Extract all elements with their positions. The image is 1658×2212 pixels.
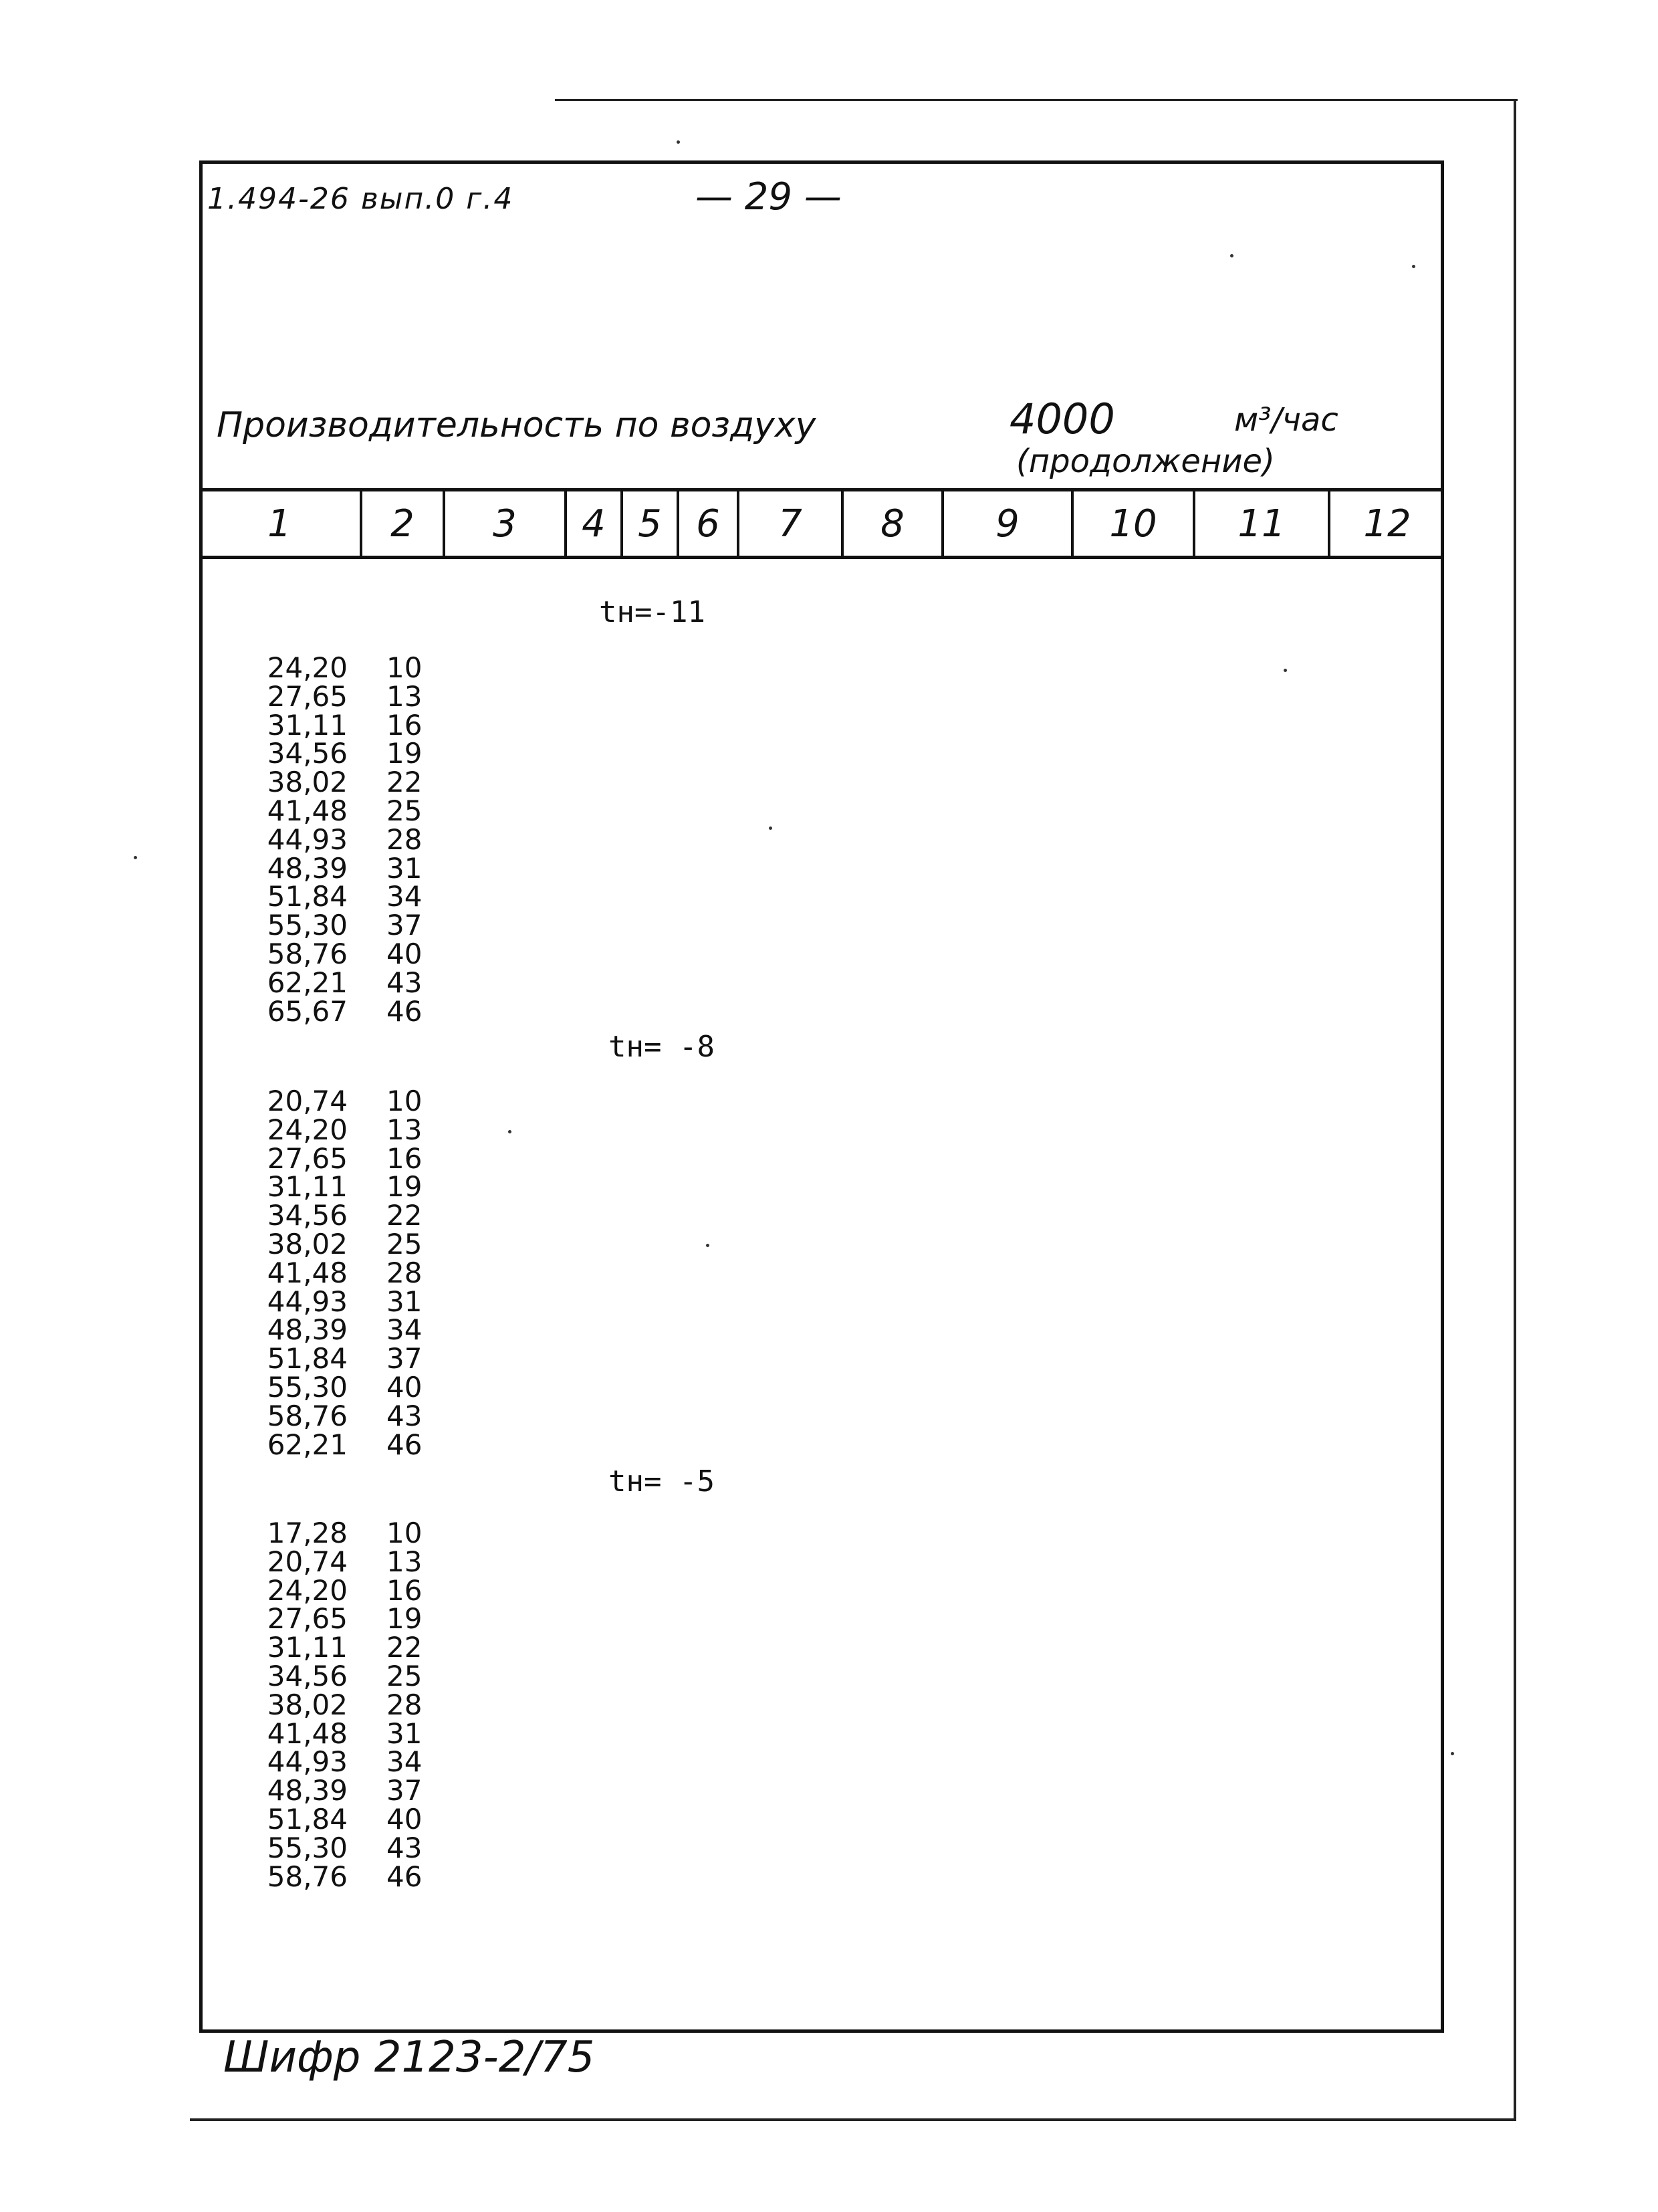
table-row: 24,20 10: [267, 651, 423, 684]
table-row: 48,39 31: [267, 851, 423, 885]
scan-edge-top: [555, 99, 1518, 101]
scan-speck: [508, 1130, 511, 1133]
scan-speck: [1284, 669, 1287, 672]
section-rows: [247, 1519, 488, 1891]
column-header-11: 11: [1195, 491, 1330, 556]
section-label-tn-11: tн=-11: [599, 595, 705, 629]
column-header-6: 6: [679, 491, 739, 556]
page-number: — 29 —: [695, 175, 842, 219]
flow-value: 4000: [1010, 395, 1115, 443]
scan-speck: [677, 140, 680, 144]
table-row: 58,76 46: [267, 1860, 423, 1893]
scan-speck: [769, 826, 772, 830]
table-row: 27,65 19: [267, 1602, 423, 1636]
table-row: 38,02 25: [267, 1227, 423, 1260]
table-row: 58,76 43: [267, 1399, 423, 1432]
table-row: 44,93 31: [267, 1285, 423, 1318]
flow-unit: м³/час: [1234, 401, 1338, 439]
table-row: 41,48 28: [267, 1256, 423, 1289]
table-row: 34,56 22: [267, 1199, 423, 1232]
column-header-12: 12: [1363, 502, 1411, 546]
document-code: 1.494-26 вып.0 г.4: [207, 182, 514, 216]
table-row: 55,30 43: [267, 1831, 423, 1864]
column-header-row: [199, 488, 1444, 559]
scan-speck: [1230, 254, 1233, 257]
scan-speck: [1451, 1752, 1454, 1755]
table-caption: Производительность по воздуху: [217, 405, 816, 445]
table-row: 55,30 40: [267, 1370, 423, 1404]
table-row: 27,65 13: [267, 679, 423, 713]
scan-speck: [1412, 265, 1415, 268]
table-row: 31,11 16: [267, 708, 423, 742]
table-row: 51,84 37: [267, 1342, 423, 1375]
table-row: 31,11 19: [267, 1170, 423, 1204]
section-rows: [247, 1087, 488, 1459]
table-row: 20,74 13: [267, 1545, 423, 1578]
section-rows: [247, 651, 488, 1028]
scan-speck: [134, 856, 137, 859]
table-row: 20,74 10: [267, 1085, 423, 1117]
continued-note: (продолжение): [1016, 443, 1275, 480]
table-row: 62,21 46: [267, 1428, 423, 1461]
table-row: 27,65 16: [267, 1141, 423, 1175]
table-row: 65,67 46: [267, 994, 423, 1028]
table-row: 44,93 28: [267, 822, 423, 856]
table-row: 62,21 43: [267, 966, 423, 999]
column-header-1: 1: [199, 491, 362, 556]
table-row: 55,30 37: [267, 909, 423, 942]
section-label-tn-5: tн= -5: [608, 1464, 715, 1499]
column-header-7: 7: [739, 491, 844, 556]
column-header-4: 4: [567, 491, 623, 556]
table-row: 38,02 22: [267, 766, 423, 799]
scan-edge-bottom: [190, 2118, 1516, 2121]
table-row: 31,11 22: [267, 1631, 423, 1664]
table-row: 24,20 16: [267, 1573, 423, 1607]
section-label-tn-8: tн= -8: [608, 1030, 715, 1064]
table-row: 51,84 34: [267, 880, 423, 913]
column-header-10: 10: [1074, 491, 1195, 556]
table-row: 17,28 10: [267, 1517, 423, 1549]
table-row: 58,76 40: [267, 937, 423, 970]
table-row: 41,48 25: [267, 794, 423, 827]
table-row: 41,48 31: [267, 1717, 423, 1750]
table-row: 38,02 28: [267, 1688, 423, 1721]
scan-edge-right: [1514, 99, 1516, 2121]
table-row: 34,56 19: [267, 737, 423, 770]
column-header-8: 8: [844, 491, 944, 556]
table-row: 24,20 13: [267, 1113, 423, 1146]
table-row: 34,56 25: [267, 1659, 423, 1692]
table-row: 48,39 34: [267, 1313, 423, 1347]
column-header-2: 2: [362, 491, 445, 556]
table-row: 48,39 37: [267, 1774, 423, 1807]
table-row: 51,84 40: [267, 1802, 423, 1836]
footer-cipher: Шифр 2123-2/75: [223, 2033, 595, 2082]
column-header-9: 9: [944, 491, 1074, 556]
scan-speck: [706, 1244, 709, 1247]
column-header-5: 5: [623, 491, 679, 556]
table-row: 44,93 34: [267, 1745, 423, 1779]
column-header-3: 3: [445, 491, 567, 556]
